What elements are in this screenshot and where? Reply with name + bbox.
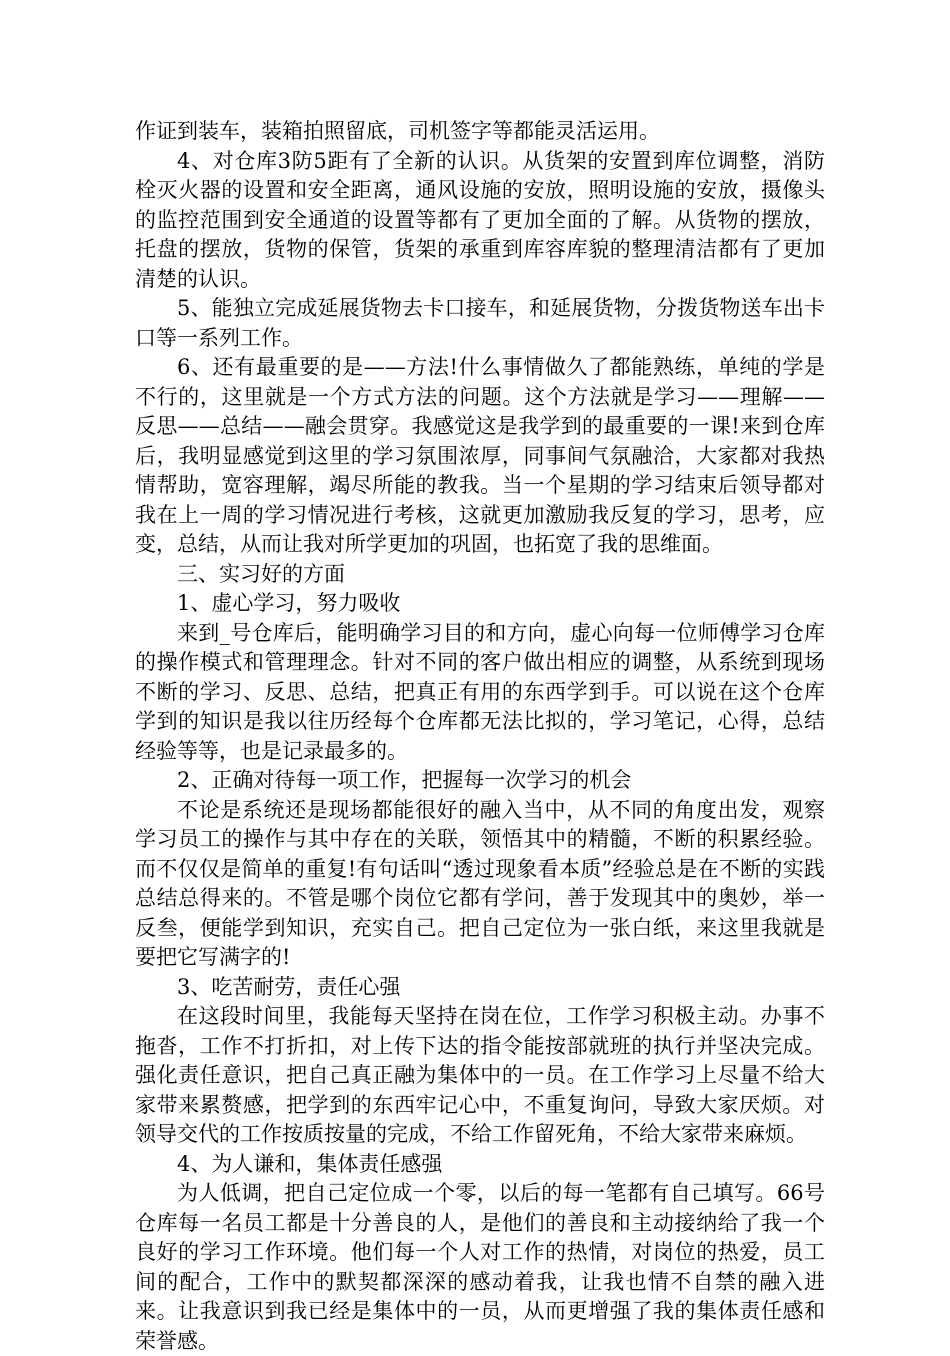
subheading-3: 3、吃苦耐劳，责任心强 bbox=[177, 974, 401, 999]
document-body bbox=[135, 117, 825, 1356]
subheading-1: 1、虚心学习，努力吸收 bbox=[177, 591, 401, 615]
paragraph-body-3: 在这段时间里，我能每天坚持在岗在位，工作学习积极主动。办事不拖沓，工作不打折扣，对上传下达的指令能按部就班的执行并坚决完成。强化责任意识，把自己真正融为集体中的一员。在工作学习上尽量不给大家带来累赘感，把学到的东西牢记心中，不重复询问，导致大家厌烦。对领导交代的工作按质按量的完成，不给工作留死角，不给大家带来麻烦。 bbox=[135, 1004, 825, 1146]
paragraph-item-6: 6、还有最重要的是——方法!什么事情做久了都能熟练，单纯的学是不行的，这里就是一个方式方法的问题。这个方法就是学习——理解——反思——总结——融会贯穿。我感觉这是我学到的最重要的一课!来到仓库后，我明显感觉到这里的学习氛围浓厚，同事间气氛融洽，大家都对我热情帮助，宽容理解，竭尽所能的教我。当一个星期的学习结束后领导都对我在上一周的学习情况进行考核，这就更加激励我反复的学习，思考，应变，总结，从而让我对所学更加的巩固，也拓宽了我的思维面。 bbox=[135, 355, 825, 556]
paragraph-body-4: 为人低调，把自己定位成一个零，以后的每一笔都有自己填写。66号仓库每一名员工都是十分善良的人，是他们的善良和主动接纳给了我一个良好的学习工作环境。他们每一个人对工作的热情，对岗位的热爱，员工间的配合，工作中的默契都深深的感动着我，让我也情不自禁的融入进来。让我意识到我已经是集体中的一员，从而更增强了我的集体责任感和荣誉感。 bbox=[135, 1181, 825, 1353]
paragraph-item-5: 5、能独立完成延展货物去卡口接车，和延展货物，分拨货物送车出卡口等一系列工作。 bbox=[135, 296, 825, 350]
paragraph-item-4: 4、对仓库3防5距有了全新的认识。从货架的安置到库位调整，消防栓灭火器的设置和安全距离，通风设施的安放，照明设施的安放，摄像头的监控范围到安全通道的设置等都有了更加全面的了解。从货物的摆放，托盘的摆放，货物的保管，货架的承重到库容库貌的整理清洁都有了更加清楚的认识。 bbox=[135, 148, 825, 291]
paragraph-continuation: 作证到装车，装箱拍照留底，司机签字等都能灵活运用。 bbox=[135, 119, 660, 143]
subheading-2: 2、正确对待每一项工作，把握每一次学习的机会 bbox=[177, 768, 632, 792]
section-heading-3: 三、实习好的方面 bbox=[177, 561, 345, 586]
paragraph-body-2: 不论是系统还是现场都能很好的融入当中，从不同的角度出发，观察学习员工的操作与其中存在的关联，领悟其中的精髓，不断的积累经验。而不仅仅是简单的重复!有句话叫“透过现象看本质”经验总是在不断的实践总结总得来的。不管是哪个岗位它都有学问，善于发现其中的奥妙，举一反叁，便能学到知识，充实自己。把自己定位为一张白纸，来这里我就是要把它写满字的! bbox=[135, 797, 825, 969]
subheading-4: 4、为人谦和，集体责任感强 bbox=[177, 1151, 443, 1176]
paragraph-body-1: 来到_号仓库后，能明确学习目的和方向，虚心向每一位师傅学习仓库的操作模式和管理理念。针对不同的客户做出相应的调整，从系统到现场不断的学习、反思、总结，把真正有用的东西学到手。可以说在这个仓库学到的知识是我以往历经每个仓库都无法比拟的，学习笔记，心得，总结经验等等，也是记录最多的。 bbox=[135, 620, 825, 763]
